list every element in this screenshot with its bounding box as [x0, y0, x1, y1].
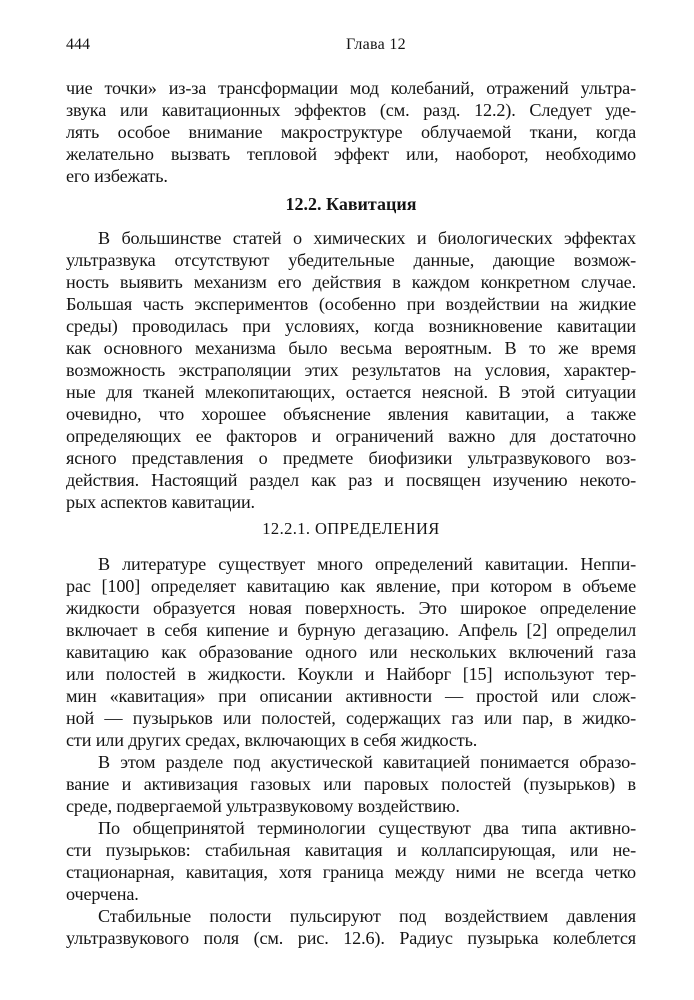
text-line: сти или других средах, включающих в себя жидкость. — [66, 730, 478, 750]
text-line: В этом разделе под акустической кавитацией понимается образо- — [98, 752, 636, 772]
text-line: действия. Настоящий раздел как раз и посвящен изучению некото- — [66, 470, 636, 490]
text-line: кавитацию как образование одного или нескольких включений газа — [66, 642, 636, 662]
text-line: ультразвука отсутствуют убедительные данные, дающие возмож- — [66, 250, 636, 270]
text-line: В литературе существует много определений кавитации. Неппи- — [98, 554, 636, 574]
text-line: ность выявить механизм его действия в каждом конкретном случае. — [66, 272, 636, 292]
text-line: По общепринятой терминологии существуют два типа активно- — [98, 818, 636, 838]
text-line: сти пузырьков: стабильная кавитация и коллапсирующая, или не- — [66, 840, 636, 860]
text-line: желательно вызвать тепловой эффект или, наоборот, необходимо — [66, 144, 636, 164]
text-line: среды) проводилась при условиях, когда возникновение кавитации — [66, 316, 636, 336]
text-line: ные для тканей млекопитающих, остается неясной. В этой ситуации — [66, 382, 636, 402]
text-line: лять особое внимание макроструктуре облучаемой ткани, когда — [66, 122, 636, 142]
subsection-heading: 12.2.1. ОПРЕДЕЛЕНИЯ — [262, 519, 440, 538]
text-line: включает в себя кипение и бурную дегазацию. Апфель [2] определил — [66, 620, 636, 640]
text-line: жидкости образуется новая поверхность. Это широкое определение — [66, 598, 636, 618]
text-line: Стабильные полости пульсируют под воздействием давления — [98, 906, 636, 926]
text-line: ультразвукового поля (см. рис. 12.6). Радиус пузырька колеблется — [66, 928, 636, 948]
text-line: как основного механизма было весьма вероятным. В то же время — [66, 338, 636, 358]
text-line: вание и активизация газовых или паровых полостей (пузырьков) в — [66, 774, 636, 794]
text-line: очевидно, что хорошее объяснение явления кавитации, а также — [66, 404, 636, 424]
text-line: стационарная, кавитация, хотя граница между ними не всегда четко — [66, 862, 636, 882]
text-line: мин «кавитация» при описании активности — простой или слож- — [66, 686, 636, 706]
text-line: или полостей в жидкости. Коукли и Найборг [15] используют тер- — [66, 664, 636, 684]
text-line: звука или кавитационных эффектов (см. разд. 12.2). Следует уде- — [66, 100, 636, 120]
text-line: ясного представления о предмете биофизики ультразвукового воз- — [66, 448, 636, 468]
text-line: рых аспектов кавитации. — [66, 492, 255, 512]
text-line: Большая часть экспериментов (особенно при воздействии на жидкие — [66, 294, 636, 314]
text-line: среде, подвергаемой ультразвуковому воздействию. — [66, 796, 460, 816]
text-line: очерчена. — [66, 884, 139, 904]
text-line: ной — пузырьков или полостей, содержащих газ или пар, в жидко- — [66, 708, 636, 728]
text-line: определяющих ее факторов и ограничений важно для достаточно — [66, 426, 636, 446]
text-line: В большинстве статей о химических и биологических эффектах — [98, 228, 636, 248]
section-heading: 12.2. Кавитация — [285, 194, 417, 214]
text-line: его избежать. — [66, 166, 168, 186]
text-line: рас [100] определяет кавитацию как явление, при котором в объеме — [66, 576, 636, 596]
text-line: возможность экстраполяции этих результатов на условия, характер- — [66, 360, 636, 380]
chapter-label: Глава 12 — [346, 36, 406, 53]
text-line: чие точки» из-за трансформации мод колебаний, отражений ультра- — [66, 78, 636, 98]
running-header — [66, 36, 636, 58]
page-number: 444 — [66, 36, 90, 53]
